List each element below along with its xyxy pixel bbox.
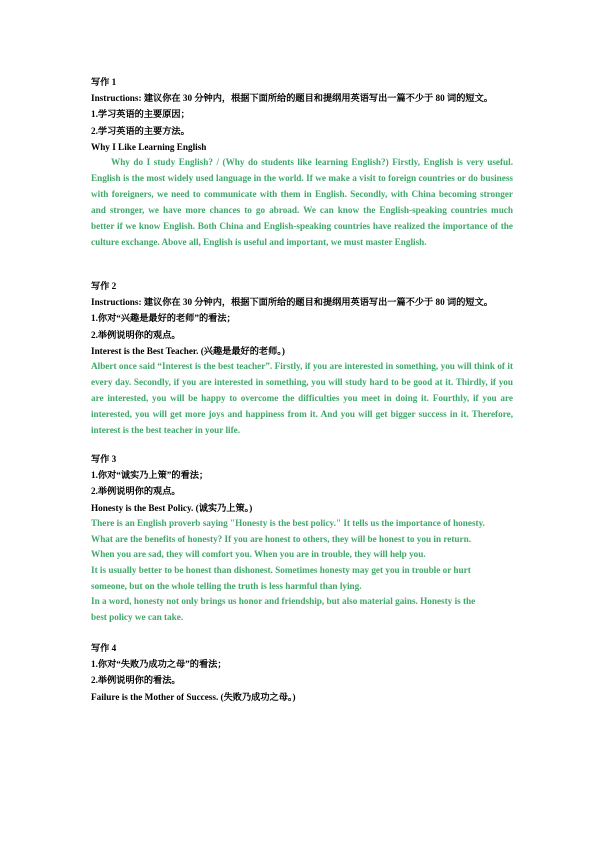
writing-section-3: [91, 451, 513, 626]
essay-line: When you are sad, they will comfort you. When you are in trouble, they will help you.: [91, 549, 426, 560]
essay-title: Honesty is the Best Policy. (诚实乃上策。): [91, 502, 253, 513]
essay-line: someone, but on the whole telling the truth is less harmful than lying.: [91, 580, 362, 591]
writing-section-4: [91, 640, 513, 705]
section-heading: 写作 2: [91, 281, 117, 291]
outline-point: 1.你对“诚实乃上策”的看法；: [91, 470, 209, 481]
outline-point: 2.举例说明你的观点。: [91, 329, 181, 340]
instructions: Instructions: 建议你在 30 分钟内，根据下面所给的题目和提纲用英语写出一篇不少于 80 词的短文。: [91, 297, 493, 308]
outline-point: 2.举例说明你的观点。: [91, 486, 181, 497]
essay-title: Failure is the Mother of Success. (失败乃成功之母。): [91, 691, 296, 702]
writing-section-2: [91, 278, 513, 439]
outline-point: 1.你对“失败乃成功之母”的看法；: [91, 659, 227, 670]
essay-body: [91, 516, 513, 626]
outline-point: 1.学习英语的主要原因；: [91, 109, 190, 120]
essay-line: There is an English proverb saying "Honesty is the best policy." It tells us the importance of honesty.: [91, 517, 485, 528]
essay-line: It is usually better to be honest than dishonest. Sometimes honesty may get you in trouble or hurt: [91, 564, 471, 575]
section-heading: 写作 4: [91, 643, 117, 653]
outline-point: 2.举例说明你的看法。: [91, 675, 181, 686]
essay-title: Interest is the Best Teacher. (兴趣是最好的老师。): [91, 345, 285, 356]
essay-body: Why do I study English? / (Why do students like learning English?) Firstly, English is very useful. English is the most widely used language in the world. If we make a visit to foreign countries or do business with foreigners, we need to communicate with them in English. Secondly, with China becoming stronger and stronger, we have more chances to go abroad. We can know the English-speaking countries much better if we know English. Both China and English-speaking countries have realized the importance of the culture exchange. Above all, English is useful and important, we must master English.: [91, 157, 513, 247]
instructions: Instructions: 建议你在 30 分钟内，根据下面所给的题目和提纲用英语写出一篇不少于 80 词的短文。: [91, 93, 493, 104]
outline-point: 1.你对“兴趣是最好的老师”的看法；: [91, 313, 236, 324]
essay-line: What are the benefits of honesty? If you are honest to others, they will be honest to you in return.: [91, 533, 471, 544]
section-heading: 写作 1: [91, 77, 117, 87]
outline-point: 2.学习英语的主要方法。: [91, 125, 190, 136]
essay-body: Albert once said “Interest is the best teacher”. Firstly, if you are interested in something, you will think of it every day. Secondly, if you are interested in something, you will study hard to be good at it. Thirdly, if you are interested, you will be happy to overcome the difficulties you meet in doing it. Fourthly, if you are interested, you will get more joys and happiness from it. And you will get bigger success in it. Therefore, interest is the best teacher in your life.: [91, 361, 513, 435]
section-heading: 写作 3: [91, 454, 117, 464]
essay-title: Why I Like Learning English: [91, 141, 207, 152]
essay-line: best policy we can take.: [91, 612, 184, 623]
essay-line: In a word, honesty not only brings us honor and friendship, but also material gains. Honesty is the: [91, 596, 476, 607]
writing-section-1: [91, 74, 513, 250]
